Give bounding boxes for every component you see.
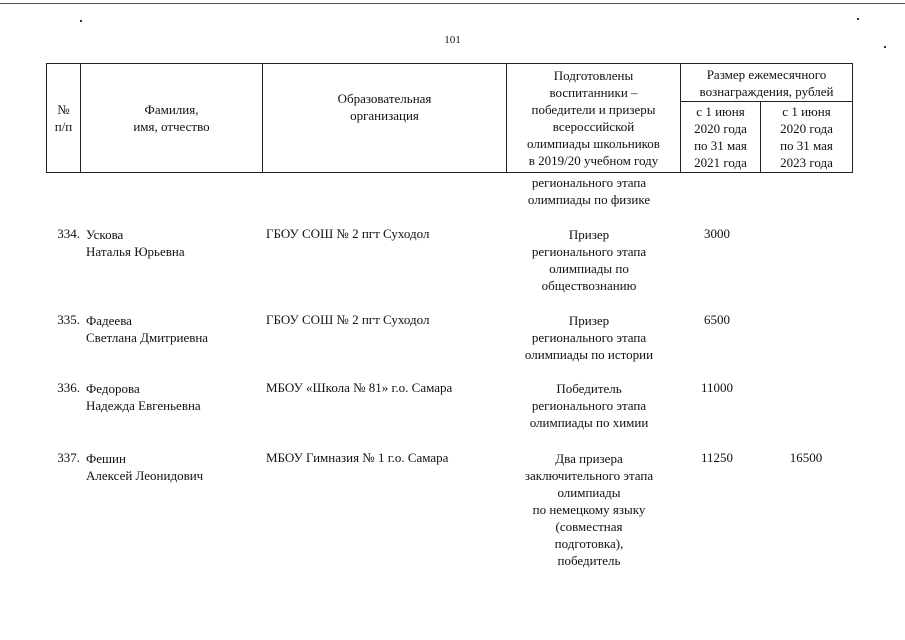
table-header [46, 63, 853, 173]
scan-speck [857, 18, 859, 20]
person-name: Фадеева Светлана Дмитриевна [86, 313, 209, 345]
row-number: 335. [57, 312, 80, 327]
header-name: Фамилия, имя, отчество [81, 64, 263, 173]
row-number: 337. [57, 450, 80, 465]
page-number: 101 [444, 34, 461, 46]
header-num: № п/п [47, 64, 81, 173]
person-name: Федорова Надежда Евгеньевна [86, 381, 201, 413]
organization: МБОУ Гимназия № 1 г.о. Самара [266, 450, 449, 465]
prepared-description: Призер регионального этапа олимпиады по обществознанию [531, 227, 647, 293]
prepared-description: Призер регионального этапа олимпиады по истории [524, 313, 654, 362]
reward-period-1: 11000 [700, 380, 734, 395]
reward-period-2: 16500 [789, 450, 823, 465]
top-border-line [0, 3, 905, 4]
organization: ГБОУ СОШ № 2 пгт Суходол [266, 226, 430, 241]
person-name: Фешин Алексей Леонидович [86, 451, 204, 483]
scan-speck [884, 46, 886, 48]
reward-period-1: 6500 [704, 312, 730, 327]
prepared-description: Два призера заключительного этапа олимпиады по немецкому языку (совместная подготовка), победитель [524, 451, 654, 568]
header-reward: Размер ежемесячного вознаграждения, рублей [681, 64, 853, 102]
header-period-2: с 1 июня 2020 года по 31 мая 2023 года [761, 102, 853, 173]
prepared-description: Победитель регионального этапа олимпиады по химии [529, 381, 649, 430]
header-period-1: с 1 июня 2020 года по 31 мая 2021 года [681, 102, 761, 173]
header-org: Образовательная организация [263, 64, 507, 173]
row-number: 336. [57, 380, 80, 395]
scan-speck [80, 20, 82, 22]
continuation-text: регионального этапа олимпиады по физике [527, 175, 651, 207]
organization: МБОУ «Школа № 81» г.о. Самара [266, 380, 453, 395]
organization: ГБОУ СОШ № 2 пгт Суходол [266, 312, 430, 327]
person-name: Ускова Наталья Юрьевна [86, 227, 185, 259]
reward-period-1: 3000 [704, 226, 730, 241]
header-prepared: Подготовлены воспитанники – победители и призеры всероссийской олимпиады школьников в 2019/20 учебном году [507, 64, 681, 173]
row-number: 334. [57, 226, 80, 241]
reward-period-1: 11250 [700, 450, 734, 465]
